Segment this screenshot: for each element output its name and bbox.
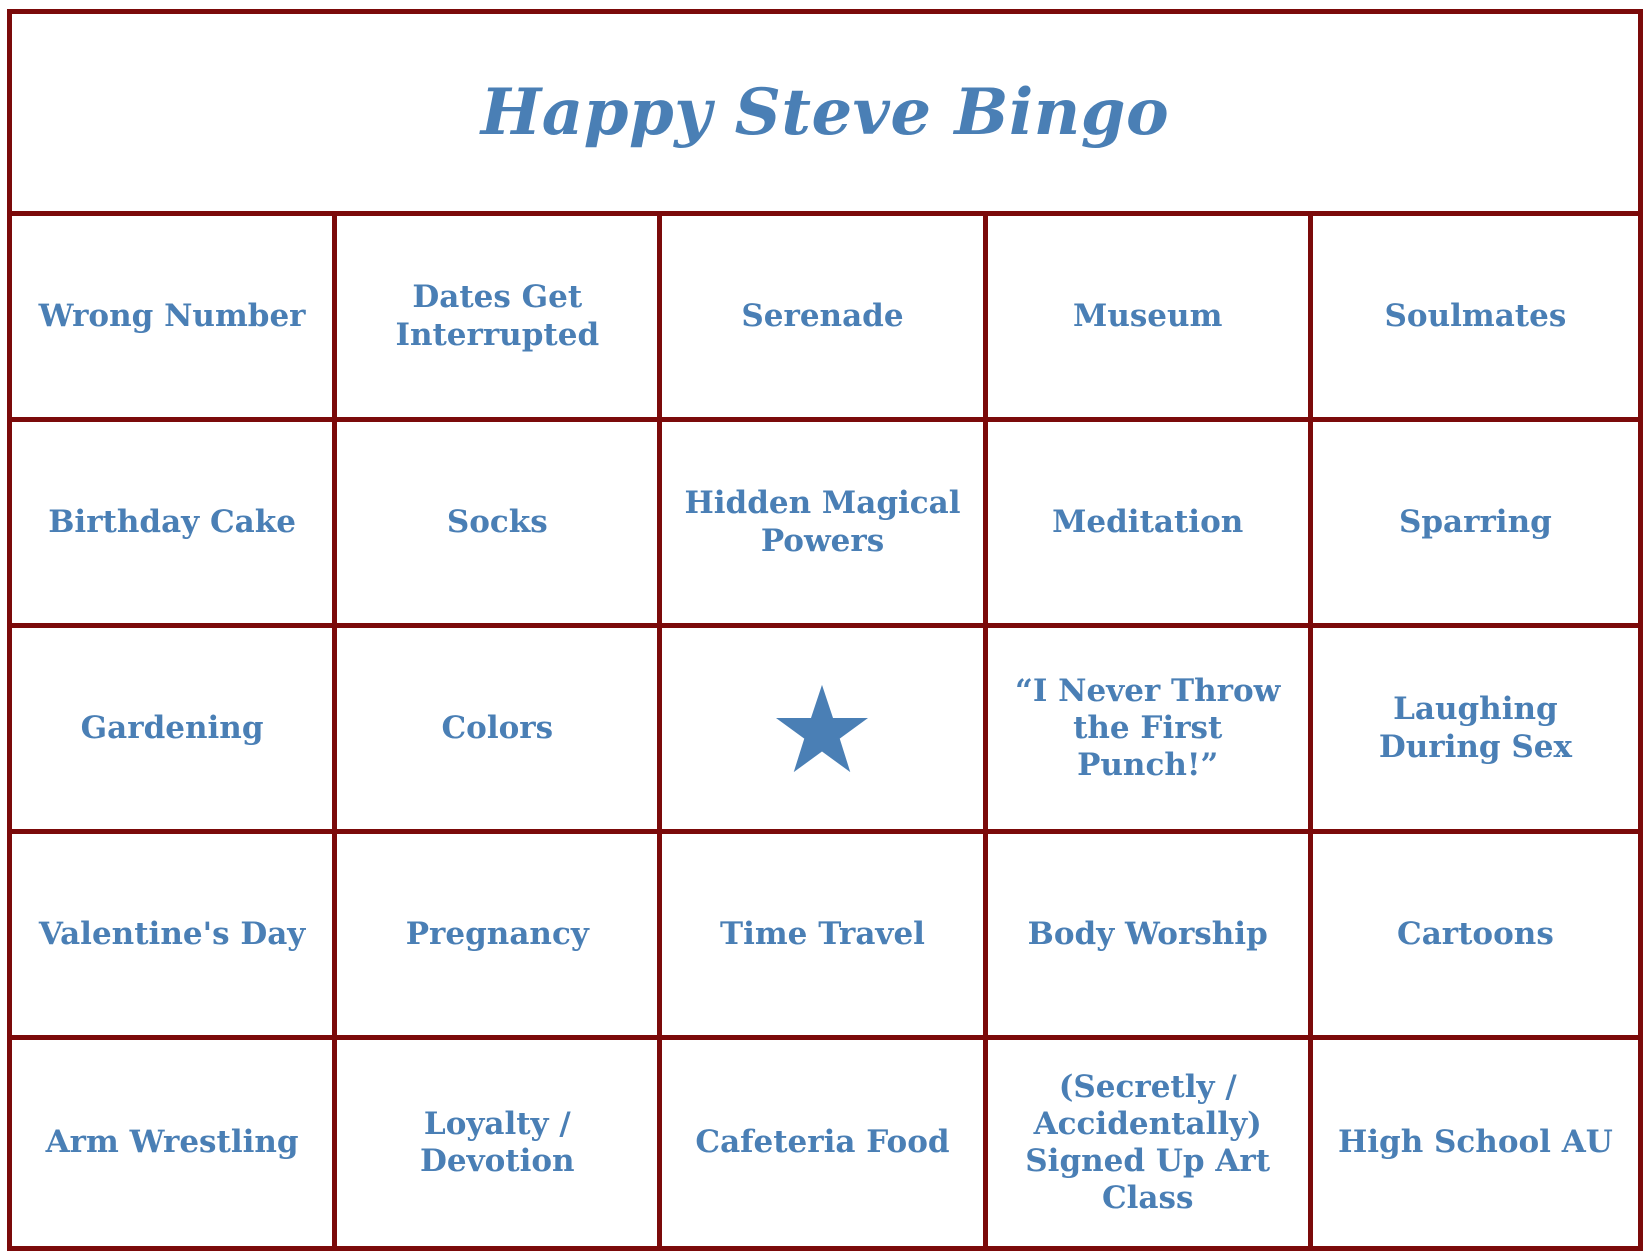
bingo-cell[interactable]: Cartoons [1313,834,1638,1040]
bingo-cell[interactable]: Hidden Magical Powers [662,422,987,628]
bingo-cell[interactable]: Birthday Cake [12,422,337,628]
bingo-cell[interactable]: Serenade [662,216,987,422]
bingo-cell[interactable]: Cafeteria Food [662,1040,987,1246]
title-row [12,14,1638,216]
bingo-cell[interactable]: Body Worship [988,834,1313,1040]
bingo-cell[interactable]: High School AU [1337,1124,1613,1161]
board-title: Happy Steve Bingo [480,75,1170,150]
bingo-cell[interactable]: Soulmates [1313,216,1638,422]
bingo-grid [12,216,1638,1246]
star-icon [774,683,870,775]
bingo-cell[interactable]: Colors [337,628,662,834]
bingo-cell[interactable]: Arm Wrestling [12,1040,337,1246]
bingo-cell[interactable]: Loyalty / Devotion [337,1040,662,1246]
bingo-cell[interactable]: Meditation [988,422,1313,628]
bingo-cell[interactable]: Dates Get Interrupted [337,216,662,422]
free-space-cell[interactable] [662,628,987,834]
bingo-cell[interactable]: Pregnancy [337,834,662,1040]
bingo-cell[interactable]: Gardening [12,628,337,834]
bingo-cell[interactable]: Museum [988,216,1313,422]
bingo-cell[interactable]: Valentine's Day [12,834,337,1040]
bingo-cell[interactable]: Wrong Number [12,216,337,422]
bingo-cell[interactable]: Time Travel [662,834,987,1040]
bingo-cell[interactable]: Sparring [1313,422,1638,628]
bingo-cell[interactable]: “I Never Throw the First Punch!” [988,628,1313,834]
bingo-board [7,9,1643,1251]
bingo-cell[interactable]: Laughing During Sex [1313,628,1638,834]
bingo-cell[interactable]: Socks [337,422,662,628]
bingo-cell[interactable]: (Secretly / Accidentally) Signed Up Art Class [988,1040,1313,1246]
